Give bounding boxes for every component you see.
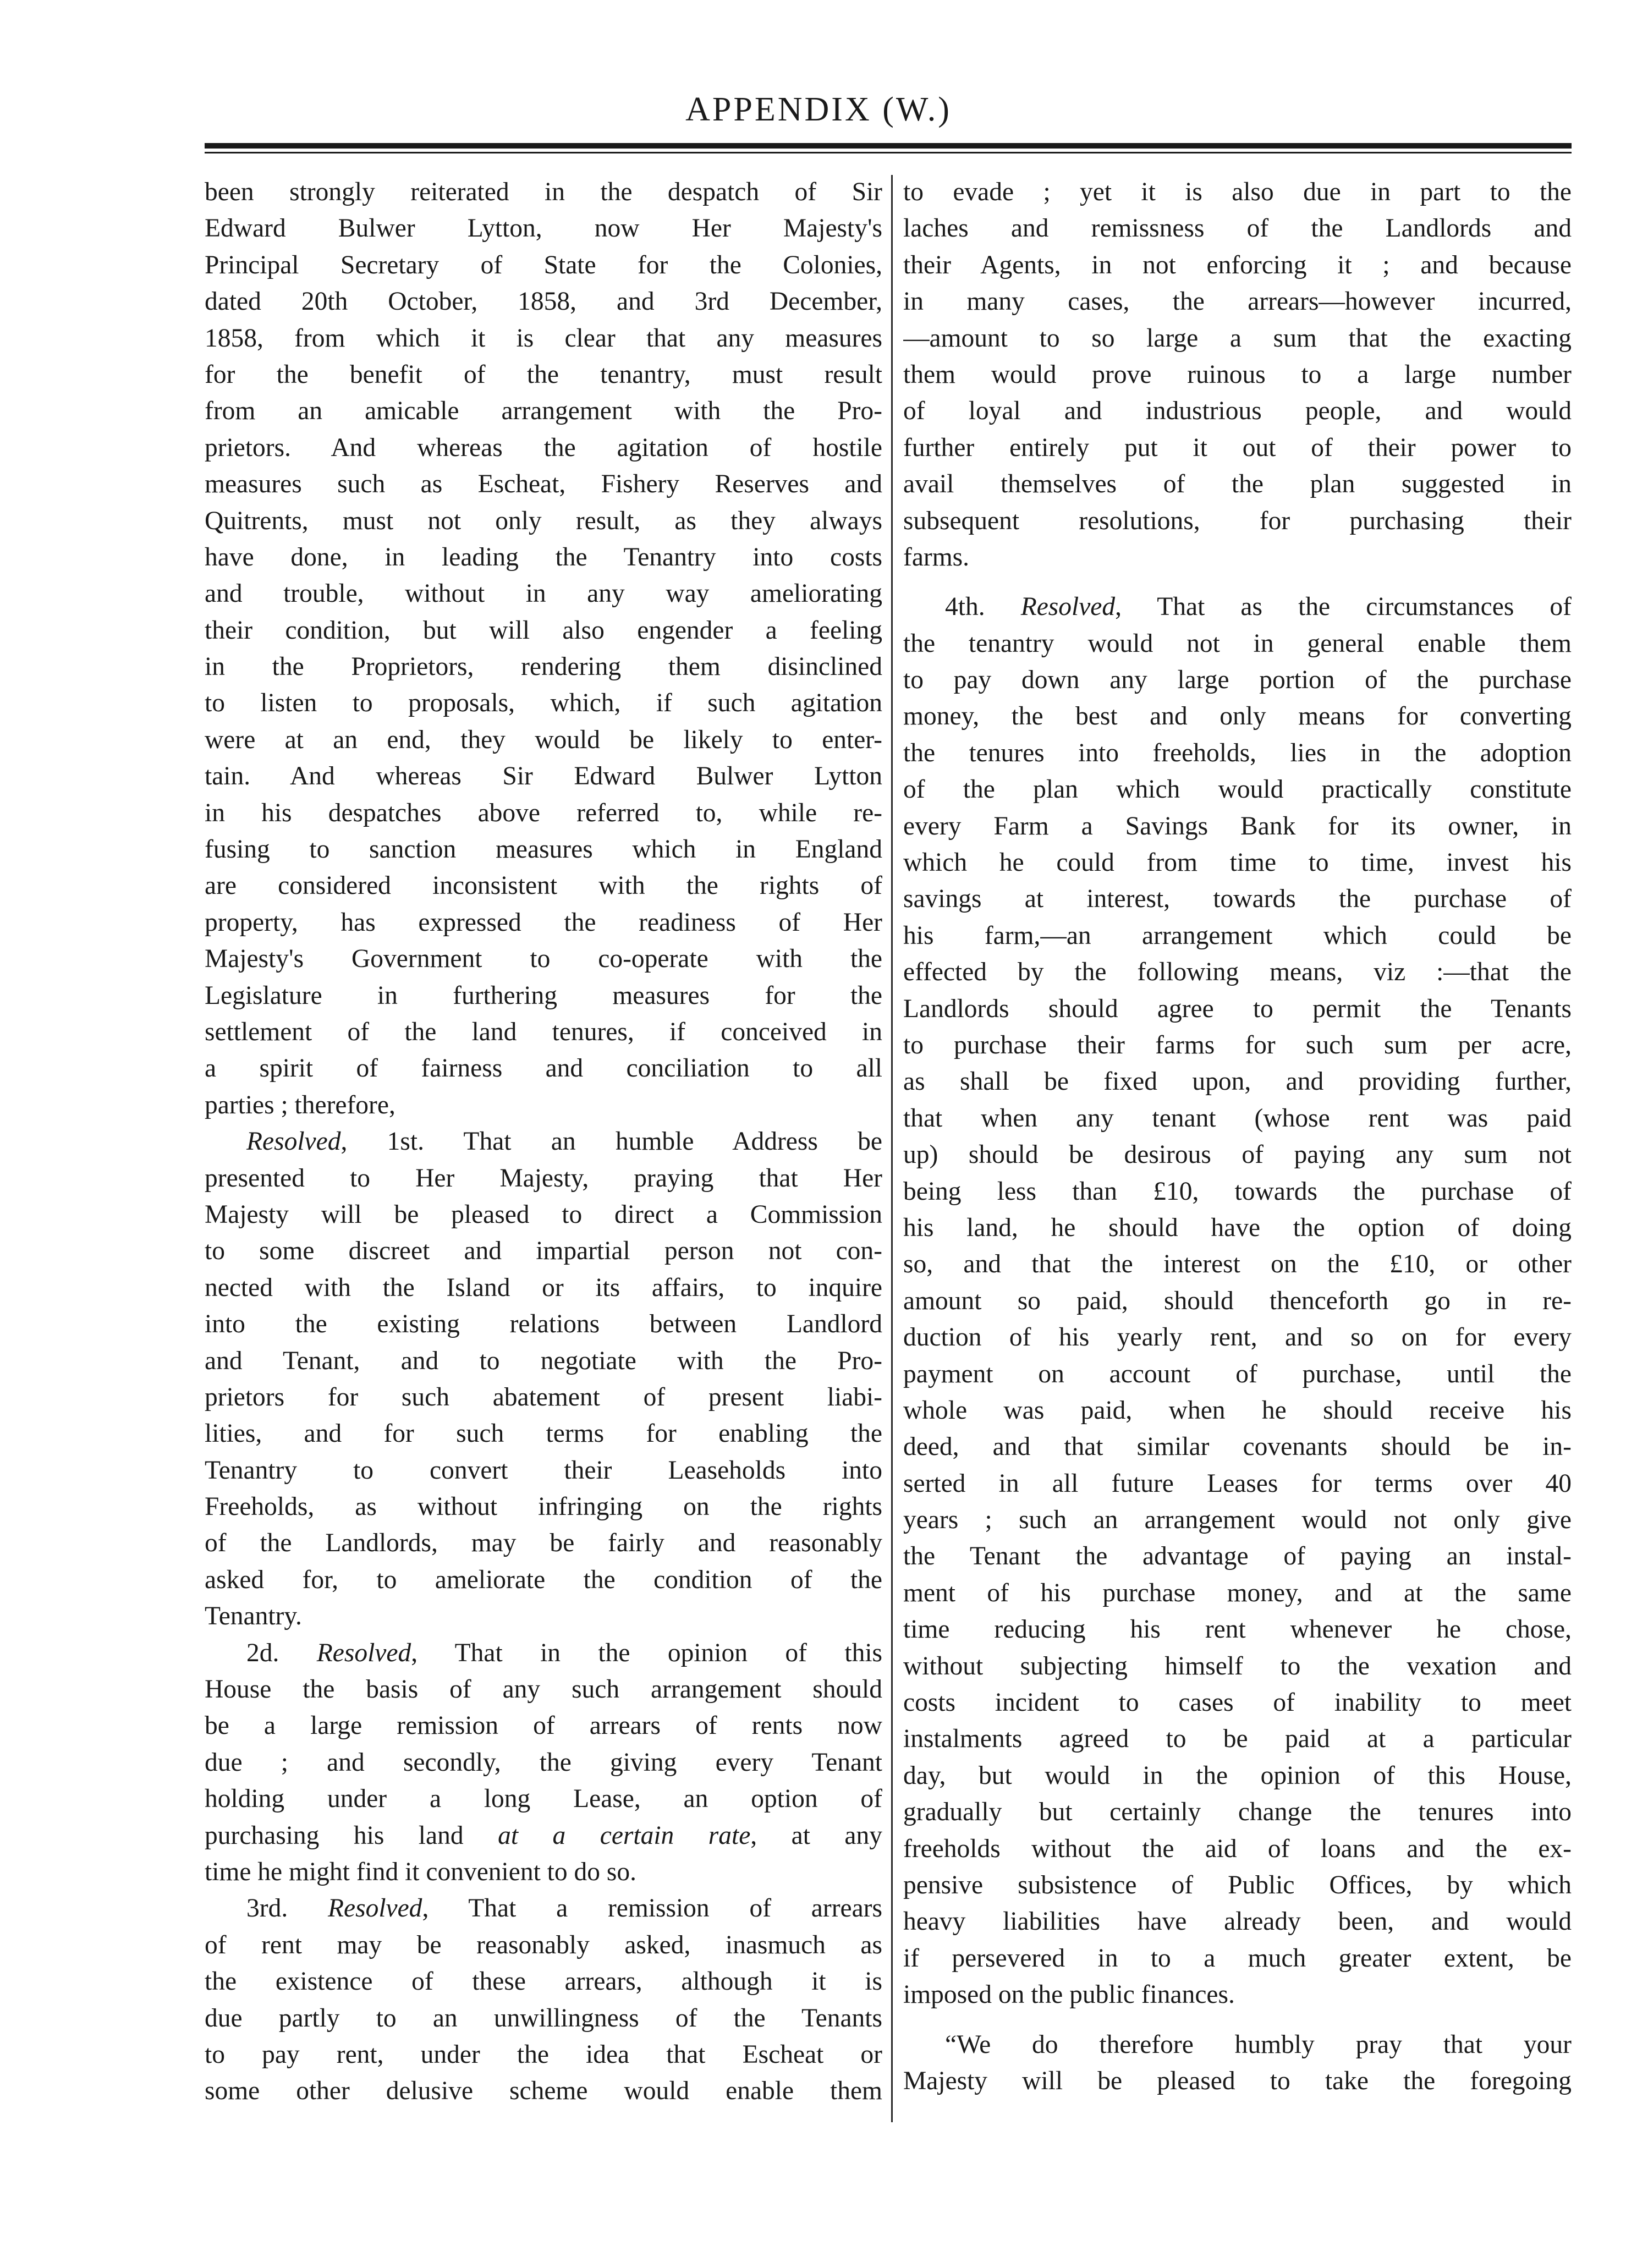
line-text: time he might find it convenient to do so. xyxy=(205,1857,636,1886)
line-text: “We do therefore humbly pray that your xyxy=(945,2030,1572,2059)
line-text: dated 20th October, 1858, and 3rd December, xyxy=(205,287,882,316)
text-line xyxy=(205,393,882,429)
text-line xyxy=(903,1976,1572,2013)
line-text: the existence of these arrears, although it is xyxy=(205,1967,882,1996)
text-line xyxy=(903,844,1572,881)
line-text: Tenantry to convert their Leaseholds into xyxy=(205,1456,882,1485)
line-text: due ; and secondly, the giving every Tenant xyxy=(205,1748,882,1777)
text-line xyxy=(205,2073,882,2109)
text-line xyxy=(205,575,882,612)
line-text: to evade ; yet it is also due in part to the xyxy=(903,178,1572,206)
line-text: his farm,—an arrangement which could be xyxy=(903,921,1572,950)
line-text: House the basis of any such arrangement should xyxy=(205,1675,882,1704)
text-line xyxy=(205,831,882,867)
text-line xyxy=(903,2027,1572,2063)
line-prefix: purchasing his land xyxy=(205,1821,498,1850)
text-line xyxy=(903,320,1572,356)
line-text: , at any xyxy=(750,1821,882,1850)
line-text: duction of his yearly rent, and so on for every xyxy=(903,1323,1572,1352)
line-text: Majesty will be pleased to direct a Commission xyxy=(205,1200,882,1229)
line-text: costs incident to cases of inability to meet xyxy=(903,1688,1572,1717)
text-line xyxy=(205,2000,882,2036)
text-line xyxy=(205,1927,882,1963)
line-text: to listen to proposals, which, if such agitation xyxy=(205,689,882,718)
line-text: , That a remission of arrears xyxy=(422,1894,882,1923)
line-text: whole was paid, when he should receive his xyxy=(903,1396,1572,1425)
text-line xyxy=(903,1684,1572,1721)
text-line xyxy=(903,1831,1572,1867)
text-line xyxy=(903,1283,1572,1319)
text-line xyxy=(903,1794,1572,1830)
line-text: measures such as Escheat, Fishery Reserves and xyxy=(205,470,882,499)
line-text: imposed on the public finances. xyxy=(903,1980,1235,2009)
line-text: are considered inconsistent with the rights of xyxy=(205,871,882,900)
text-line xyxy=(205,1489,882,1525)
line-text: gradually but certainly change the tenures into xyxy=(903,1798,1572,1827)
text-line xyxy=(903,1502,1572,1538)
line-text: serted in all future Leases for terms over 40 xyxy=(903,1469,1572,1498)
line-text: from an amicable arrangement with the Pro- xyxy=(205,397,882,426)
line-text: subsequent resolutions, for purchasing their xyxy=(903,506,1572,535)
text-line xyxy=(903,1538,1572,1574)
text-line xyxy=(205,174,882,210)
line-text: a spirit of fairness and conciliation to all xyxy=(205,1054,882,1083)
text-line xyxy=(205,1671,882,1707)
line-text: amount so paid, should thenceforth go in re- xyxy=(903,1286,1572,1315)
line-text: of the plan which would practically constitute xyxy=(903,775,1572,804)
line-prefix: 4th. xyxy=(945,592,1021,622)
line-text: for the benefit of the tenantry, must result xyxy=(205,360,882,389)
line-text: to pay rent, under the idea that Escheat or xyxy=(205,2040,882,2069)
line-text: as shall be fixed upon, and providing further, xyxy=(903,1067,1572,1096)
text-line xyxy=(903,1940,1572,1976)
line-text: being less than £10, towards the purchase of xyxy=(903,1177,1572,1206)
text-line xyxy=(903,698,1572,734)
line-text: settlement of the land tenures, if conceived in xyxy=(205,1017,882,1046)
line-text: without subjecting himself to the vexation and xyxy=(903,1651,1572,1681)
line-text: that when any tenant (whose rent was paid xyxy=(903,1103,1572,1133)
line-text: of rent may be reasonably asked, inasmuch as xyxy=(205,1930,882,1959)
line-text: of loyal and industrious people, and would xyxy=(903,397,1572,426)
column-divider xyxy=(891,175,893,2122)
line-text: Edward Bulwer Lytton, now Her Majesty's xyxy=(205,214,882,243)
line-text: nected with the Island or its affairs, to inquire xyxy=(205,1273,882,1302)
text-line xyxy=(903,954,1572,990)
text-line xyxy=(205,1415,882,1452)
line-text: his land, he should have the option of doing xyxy=(903,1213,1572,1242)
text-line xyxy=(205,722,882,758)
italic-text: Resolved xyxy=(316,1638,411,1667)
text-line xyxy=(903,881,1572,917)
line-text: instalments agreed to be paid at a particular xyxy=(903,1725,1572,1754)
text-line xyxy=(903,1758,1572,1794)
line-text: time reducing his rent whenever he chose, xyxy=(903,1615,1572,1644)
text-line xyxy=(205,758,882,794)
text-line xyxy=(903,1063,1572,1100)
text-line xyxy=(205,503,882,539)
line-text: years ; such an arrangement would not only give xyxy=(903,1506,1572,1535)
text-line xyxy=(903,466,1572,502)
text-line xyxy=(205,1087,882,1123)
text-line xyxy=(903,1903,1572,1940)
line-text: Principal Secretary of State for the Colonies, xyxy=(205,250,882,279)
line-text: into the existing relations between Landlord xyxy=(205,1310,882,1339)
line-text: be a large remission of arrears of rents now xyxy=(205,1711,882,1740)
text-line xyxy=(205,795,882,831)
line-text: which he could from time to time, invest his xyxy=(903,848,1572,877)
line-text: the Tenant the advantage of paying an instal- xyxy=(903,1542,1572,1571)
text-line xyxy=(903,735,1572,771)
text-line xyxy=(903,210,1572,246)
line-text: laches and remissness of the Landlords and xyxy=(903,214,1572,243)
text-line xyxy=(903,174,1572,210)
text-line xyxy=(903,1611,1572,1648)
right-text-column xyxy=(903,174,1572,2099)
text-line xyxy=(205,1452,882,1489)
line-text: Landlords should agree to permit the Tenants xyxy=(903,994,1572,1023)
text-line xyxy=(903,1429,1572,1465)
text-line xyxy=(903,1210,1572,1246)
text-line xyxy=(205,1233,882,1269)
text-line xyxy=(903,1100,1572,1136)
text-line xyxy=(903,1173,1572,1210)
line-text: them would prove ruinous to a large number xyxy=(903,360,1572,389)
line-text: , 1st. That an humble Address be xyxy=(340,1127,882,1156)
left-text-column xyxy=(205,174,882,2110)
text-line xyxy=(205,1270,882,1306)
header-rule-thick xyxy=(205,143,1572,149)
line-text: been strongly reiterated in the despatch of Sir xyxy=(205,178,882,206)
text-line xyxy=(903,1027,1572,1063)
text-line xyxy=(903,918,1572,954)
text-line xyxy=(205,904,882,941)
text-line xyxy=(903,589,1572,625)
text-line xyxy=(903,1648,1572,1684)
text-line xyxy=(205,685,882,721)
line-text: fusing to sanction measures which in England xyxy=(205,835,882,864)
line-text: prietors. And whereas the agitation of hostile xyxy=(205,433,882,462)
line-text: avail themselves of the plan suggested in xyxy=(903,470,1572,499)
text-line xyxy=(903,1721,1572,1757)
italic-text: Resolved xyxy=(1020,592,1116,622)
line-text: holding under a long Lease, an option of xyxy=(205,1784,882,1814)
line-text: Majesty will be pleased to take the foregoing xyxy=(903,2066,1572,2095)
line-text: Freeholds, as without infringing on the rights xyxy=(205,1492,882,1522)
line-text: their Agents, in not enforcing it ; and because xyxy=(903,250,1572,279)
line-text: Majesty's Government to co-operate with the xyxy=(205,944,882,974)
text-line xyxy=(903,247,1572,283)
text-line xyxy=(205,1123,882,1160)
header-rule-thin xyxy=(205,152,1572,153)
line-text: in his despatches above referred to, while re- xyxy=(205,798,882,827)
text-line xyxy=(205,1744,882,1781)
text-line xyxy=(205,1525,882,1561)
text-line xyxy=(903,1465,1572,1502)
line-text: parties ; therefore, xyxy=(205,1090,395,1119)
line-text: effected by the following means, viz :—that the xyxy=(903,958,1572,987)
text-line xyxy=(205,1707,882,1744)
text-line xyxy=(903,771,1572,808)
text-line xyxy=(205,1817,882,1854)
line-text: lities, and for such terms for enabling the xyxy=(205,1419,882,1448)
line-text: so, and that the interest on the £10, or other xyxy=(903,1250,1572,1279)
text-line xyxy=(205,320,882,356)
text-line xyxy=(205,1050,882,1086)
line-text: have done, in leading the Tenantry into costs xyxy=(205,542,882,572)
line-text: asked for, to ameliorate the condition of the xyxy=(205,1565,882,1594)
text-line xyxy=(205,867,882,904)
text-line xyxy=(205,1598,882,1634)
text-line xyxy=(903,283,1572,320)
text-line xyxy=(205,2036,882,2073)
line-text: were at an end, they would be likely to enter- xyxy=(205,725,882,754)
line-text: —amount to so large a sum that the exacting xyxy=(903,323,1572,353)
text-line xyxy=(205,1196,882,1233)
text-line xyxy=(205,1160,882,1196)
text-line xyxy=(903,1246,1572,1282)
text-line xyxy=(903,539,1572,575)
line-text: ment of his purchase money, and at the same xyxy=(903,1578,1572,1607)
text-line xyxy=(903,808,1572,844)
line-text: , That in the opinion of this xyxy=(411,1638,882,1667)
text-line xyxy=(205,941,882,977)
text-line xyxy=(205,1014,882,1050)
line-prefix: 2d. xyxy=(246,1638,317,1667)
line-text: further entirely put it out of their power to xyxy=(903,433,1572,462)
line-text: and Tenant, and to negotiate with the Pro- xyxy=(205,1346,882,1375)
text-line xyxy=(205,978,882,1014)
text-line xyxy=(205,612,882,649)
line-text: of the Landlords, may be fairly and reasonably xyxy=(205,1529,882,1558)
italic-text: Resolved xyxy=(327,1894,422,1923)
text-line xyxy=(903,393,1572,429)
line-text: , That as the circumstances of xyxy=(1115,592,1572,622)
text-line xyxy=(205,1963,882,2000)
line-text: some other delusive scheme would enable them xyxy=(205,2077,882,2106)
line-text: in the Proprietors, rendering them disinclined xyxy=(205,652,882,682)
text-line xyxy=(205,1635,882,1671)
line-text: to purchase their farms for such sum per acre, xyxy=(903,1030,1572,1059)
line-text: presented to Her Majesty, praying that Her xyxy=(205,1163,882,1193)
line-text: 1858, from which it is clear that any measures xyxy=(205,323,882,353)
italic-text: at a certain rate xyxy=(498,1821,751,1850)
text-line xyxy=(903,2063,1572,2099)
line-prefix: 3rd. xyxy=(246,1894,328,1923)
text-line xyxy=(903,625,1572,662)
line-text: in many cases, the arrears—however incurred, xyxy=(903,287,1572,316)
text-line xyxy=(903,503,1572,539)
line-text: the tenures into freeholds, lies in the adoption xyxy=(903,738,1572,767)
line-text: day, but would in the opinion of this House, xyxy=(903,1761,1572,1790)
line-text: pensive subsistence of Public Offices, by which xyxy=(903,1870,1572,1899)
text-line xyxy=(903,1392,1572,1429)
line-text: deed, and that similar covenants should be in- xyxy=(903,1432,1572,1462)
text-line xyxy=(903,356,1572,393)
line-text: farms. xyxy=(903,542,970,572)
line-text: freeholds without the aid of loans and the ex- xyxy=(903,1834,1572,1863)
line-text: to pay down any large portion of the purchase xyxy=(903,666,1572,695)
line-text: the tenantry would not in general enable them xyxy=(903,629,1572,658)
line-text: payment on account of purchase, until the xyxy=(903,1359,1572,1388)
text-line xyxy=(205,1379,882,1415)
text-line xyxy=(903,1575,1572,1611)
text-line xyxy=(205,283,882,320)
line-text: money, the best and only means for converting xyxy=(903,702,1572,731)
line-text: Tenantry. xyxy=(205,1602,302,1631)
line-text: property, has expressed the readiness of Her xyxy=(205,908,882,937)
line-text: savings at interest, towards the purchase of xyxy=(903,885,1572,914)
line-text: tain. And whereas Sir Edward Bulwer Lytton xyxy=(205,762,882,791)
line-text: due partly to an unwillingness of the Tenants xyxy=(205,2003,882,2033)
line-text: every Farm a Savings Bank for its owner, in xyxy=(903,811,1572,841)
line-text: Quitrents, must not only result, as they always xyxy=(205,506,882,535)
line-text: prietors for such abatement of present liabi- xyxy=(205,1382,882,1412)
line-text: to some discreet and impartial person not con- xyxy=(205,1237,882,1266)
text-line xyxy=(903,1867,1572,1903)
text-line xyxy=(903,1319,1572,1355)
text-line xyxy=(903,662,1572,698)
text-line xyxy=(205,356,882,393)
italic-text: Resolved xyxy=(246,1127,341,1156)
line-text: heavy liabilities have already been, and would xyxy=(903,1907,1572,1936)
text-line xyxy=(205,539,882,575)
text-line xyxy=(205,1854,882,1890)
line-text: and trouble, without in any way ameliorating xyxy=(205,579,882,608)
text-line xyxy=(205,1343,882,1379)
text-line xyxy=(903,430,1572,466)
text-line xyxy=(205,1562,882,1598)
text-line xyxy=(903,1136,1572,1173)
text-line xyxy=(205,247,882,283)
line-text: their condition, but will also engender a feeling xyxy=(205,616,882,645)
text-line xyxy=(903,991,1572,1027)
line-text: Legislature in furthering measures for the xyxy=(205,981,882,1010)
line-text: if persevered in to a much greater extent, be xyxy=(903,1943,1572,1973)
text-line xyxy=(205,649,882,685)
text-line xyxy=(205,1890,882,1926)
text-line xyxy=(205,210,882,246)
text-line xyxy=(205,1781,882,1817)
text-line xyxy=(903,1356,1572,1392)
running-header: APPENDIX (W.) xyxy=(685,91,952,128)
text-line xyxy=(205,430,882,466)
text-line xyxy=(205,1306,882,1342)
text-line xyxy=(205,466,882,502)
line-text: up) should be desirous of paying any sum not xyxy=(903,1140,1572,1169)
